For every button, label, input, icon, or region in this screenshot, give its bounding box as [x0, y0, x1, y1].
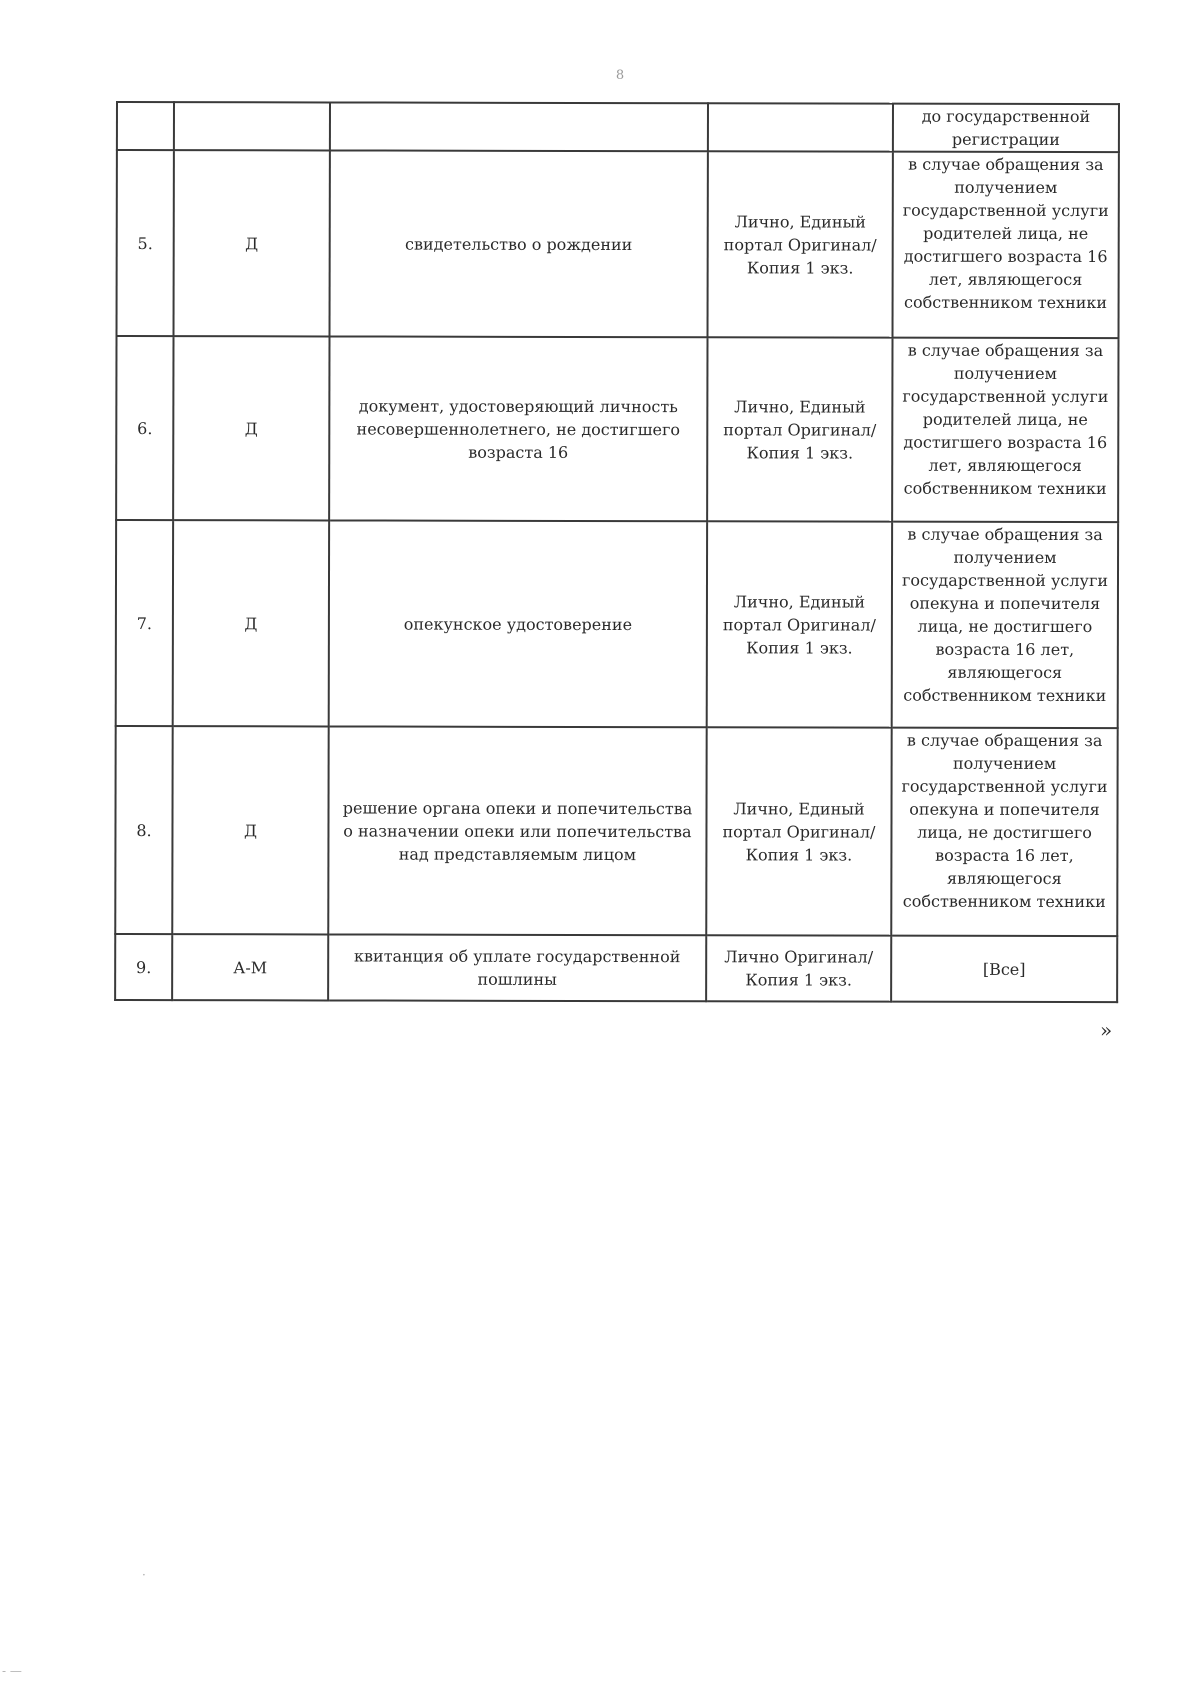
table-row — [117, 102, 1119, 152]
cell-document-name: свидетельство о рождении — [330, 150, 708, 337]
cell-document-name: документ, удостоверяющий личность несовершеннолетнего, не достигшего возраста 16 — [329, 336, 707, 521]
table-row — [117, 150, 1119, 338]
scan-dash-mark: - — — [2, 1664, 22, 1678]
scan-dot-mark: · — [142, 1568, 146, 1582]
cell-document-type: Д — [172, 726, 328, 934]
cell-submission-form: Лично, Единый портал Оригинал/Копия 1 экз. — [707, 337, 892, 521]
cell-submission-form: Лично, Единый портал Оригинал/Копия 1 экз. — [706, 727, 891, 935]
cell-document-name — [330, 102, 708, 151]
table-row — [115, 934, 1117, 1002]
cell-submission-form: Лично Оригинал/Копия 1 экз. — [706, 935, 891, 1001]
cell-document-type: Д — [173, 336, 329, 520]
cell-submission-form: Лично, Единый портал Оригинал/Копия 1 экз. — [707, 521, 892, 727]
cell-condition: до государственной регистрации — [893, 104, 1119, 152]
documents-table — [114, 101, 1120, 1003]
cell-number: 9. — [115, 934, 172, 1000]
cell-condition: в случае обращения за получением государственной услуги опекуна и попечителя лица, не достигшего возраста 16 лет, являющегося собственником техники — [891, 728, 1117, 936]
cell-document-name: опекунское удостоверение — [329, 520, 707, 727]
cell-condition: в случае обращения за получением государственной услуги родителей лица, не достигшего возраста 16 лет, являющегося собственником техники — [892, 338, 1118, 522]
cell-document-name: решение органа опеки и попечительства о назначении опеки или попечительства над представляемым лицом — [328, 726, 706, 935]
cell-condition: в случае обращения за получением государственной услуги родителей лица, не достигшего возраста 16 лет, являющегося собственником техники — [893, 152, 1119, 338]
page-number: 8 — [615, 68, 625, 83]
cell-number — [117, 102, 174, 150]
cell-number: 5. — [117, 150, 174, 336]
cell-number: 8. — [115, 726, 172, 934]
cell-submission-form — [708, 103, 893, 151]
cell-condition: в случае обращения за получением государственной услуги опекуна и попечителя лица, не достигшего возраста 16 лет, являющегося собственником техники — [892, 522, 1118, 728]
cell-document-type — [174, 102, 330, 150]
cell-number: 6. — [116, 336, 173, 520]
cell-document-type: Д — [174, 150, 330, 336]
cell-number: 7. — [116, 520, 173, 726]
table-row — [116, 520, 1118, 728]
cell-document-name: квитанция об уплате государственной пошлины — [328, 934, 706, 1001]
table-row — [115, 726, 1117, 936]
closing-quote-mark: » — [1100, 1018, 1113, 1042]
cell-condition: [Все] — [891, 936, 1117, 1002]
table-row — [116, 336, 1118, 522]
cell-document-type: Д — [173, 520, 329, 726]
cell-submission-form: Лично, Единый портал Оригинал/Копия 1 экз. — [708, 151, 893, 337]
cell-document-type: А-М — [172, 934, 328, 1000]
